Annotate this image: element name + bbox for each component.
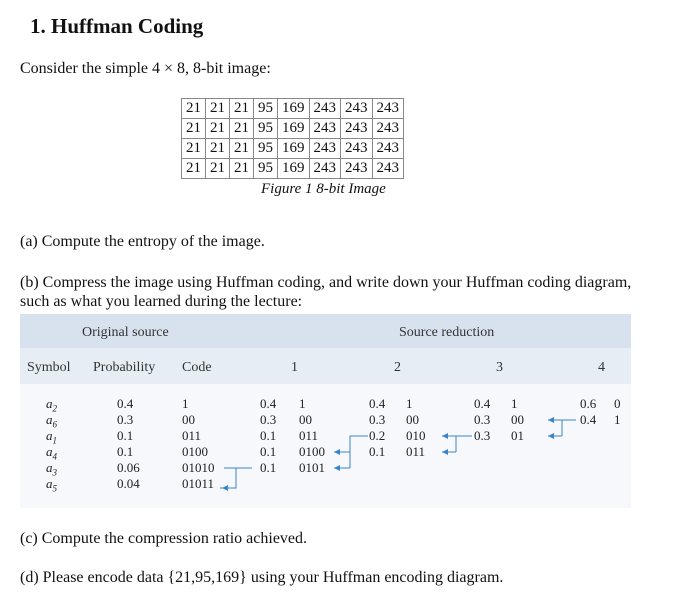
page-title: 1. Huffman Coding <box>30 14 204 38</box>
pixel-cell: 95 <box>254 139 278 159</box>
symbol-letter: a <box>46 444 53 459</box>
stage-4-header: 4 <box>598 360 605 375</box>
figure-caption: Figure 1 8-bit Image <box>261 181 386 197</box>
stage1-code: 011 <box>299 428 319 443</box>
question-a: (a) Compute the entropy of the image. <box>20 233 265 250</box>
arrowhead-4 <box>442 449 448 455</box>
stage2-probability: 0.3 <box>369 412 386 427</box>
header-original-source: Original source <box>82 325 169 340</box>
pixel-cell: 243 <box>309 139 341 159</box>
pixel-cell: 21 <box>182 139 206 159</box>
arrowhead-1 <box>222 485 228 491</box>
pixel-cell: 21 <box>182 159 206 179</box>
question-b: (b) Compress the image using Huffman coding, and write down your Huffman coding diagram, such as what you learned during the lecture: <box>20 274 632 310</box>
symbol-subscript: 3 <box>52 467 57 478</box>
symbol-letter: a <box>46 460 53 475</box>
stage-1-header: 1 <box>291 360 298 375</box>
arrow-s2-to-s3-line <box>456 436 472 452</box>
pixel-cell: 243 <box>341 139 373 159</box>
symbol-subscript: 4 <box>52 451 57 462</box>
code-cell: 1 <box>182 396 189 411</box>
stage1-code: 0101 <box>299 460 325 475</box>
probability-cell: 0.1 <box>117 444 134 459</box>
stage3-probability: 0.3 <box>474 412 491 427</box>
stage2-code: 1 <box>406 396 413 411</box>
stage1-code: 0100 <box>299 444 325 459</box>
pixel-cell: 243 <box>341 119 373 139</box>
probability-cell: 0.04 <box>117 476 140 491</box>
image-row <box>182 99 404 119</box>
stage-3-header: 3 <box>496 360 503 375</box>
symbol-subscript: 2 <box>52 403 57 414</box>
pixel-cell: 243 <box>309 99 341 119</box>
probability-cell: 0.3 <box>117 412 134 427</box>
symbol-subscript: 6 <box>52 419 57 430</box>
code-cell: 011 <box>182 428 202 443</box>
huffman-diagram <box>20 314 631 508</box>
stage2-probability: 0.1 <box>369 444 386 459</box>
arrow-s3-to-s4-line <box>562 420 576 436</box>
col-probability: Probability <box>93 360 156 375</box>
stage1-probability: 0.1 <box>260 444 277 459</box>
pixel-cell: 21 <box>206 159 230 179</box>
arrowhead-6 <box>548 433 554 439</box>
stage4-code: 1 <box>614 412 621 427</box>
pixel-cell: 243 <box>372 119 404 139</box>
probability-cell: 0.06 <box>117 460 140 475</box>
pixel-cell: 21 <box>182 99 206 119</box>
pixel-cell: 21 <box>230 99 254 119</box>
stage1-code: 00 <box>299 412 312 427</box>
symbol-letter: a <box>46 476 53 491</box>
pixel-cell: 21 <box>230 159 254 179</box>
col-symbol: Symbol <box>27 360 71 375</box>
stage2-probability: 0.2 <box>369 428 386 443</box>
stage1-probability: 0.3 <box>260 412 277 427</box>
stage4-probability: 0.6 <box>580 396 597 411</box>
pixel-cell: 95 <box>254 159 278 179</box>
pixel-cell: 21 <box>230 139 254 159</box>
stage-2-header: 2 <box>394 360 401 375</box>
pixel-cell: 95 <box>254 99 278 119</box>
pixel-cell: 243 <box>341 159 373 179</box>
stage3-probability: 0.3 <box>474 428 491 443</box>
stage2-code: 00 <box>406 412 419 427</box>
pixel-cell: 169 <box>278 119 310 139</box>
pixel-cell: 243 <box>372 99 404 119</box>
code-cell: 0100 <box>182 444 208 459</box>
image-row <box>182 119 404 139</box>
question-d: (d) Please encode data {21,95,169} using your Huffman encoding diagram. <box>20 569 504 586</box>
arrowhead-2 <box>334 449 340 455</box>
stage2-code: 011 <box>406 444 426 459</box>
col-code: Code <box>182 360 212 375</box>
stage2-code: 010 <box>406 428 426 443</box>
pixel-cell: 243 <box>341 99 373 119</box>
arrowhead-5 <box>442 433 448 439</box>
pixel-cell: 169 <box>278 139 310 159</box>
stage3-code: 1 <box>511 396 518 411</box>
pixel-cell: 21 <box>206 139 230 159</box>
pixel-cell: 169 <box>278 99 310 119</box>
stage4-code: 0 <box>614 396 621 411</box>
stage4-probability: 0.4 <box>580 412 597 427</box>
stage3-code: 00 <box>511 412 524 427</box>
arrowhead-3 <box>334 465 340 471</box>
pixel-cell: 21 <box>206 119 230 139</box>
stage1-probability: 0.1 <box>260 428 277 443</box>
pixel-cell: 95 <box>254 119 278 139</box>
pixel-cell: 243 <box>372 159 404 179</box>
probability-cell: 0.1 <box>117 428 134 443</box>
symbol-letter: a <box>46 396 53 411</box>
pixel-cell: 243 <box>372 139 404 159</box>
symbol-subscript: 1 <box>52 435 57 446</box>
stage2-probability: 0.4 <box>369 396 386 411</box>
pixel-cell: 21 <box>230 119 254 139</box>
reduction-arrows <box>20 314 631 508</box>
image-row <box>182 139 404 159</box>
arrow-s1-to-s2-line <box>350 436 368 468</box>
arrow-orig-to-s1-line <box>220 468 252 488</box>
symbol-letter: a <box>46 412 53 427</box>
header-source-reduction: Source reduction <box>399 325 495 340</box>
pixel-cell: 169 <box>278 159 310 179</box>
question-c: (c) Compute the compression ratio achieved. <box>20 530 308 547</box>
image-row <box>182 159 404 179</box>
symbol-subscript: 5 <box>52 483 57 494</box>
code-cell: 01011 <box>182 476 215 491</box>
code-cell: 01010 <box>182 460 215 475</box>
pixel-cell: 243 <box>309 119 341 139</box>
stage1-probability: 0.4 <box>260 396 277 411</box>
image-pixel-table <box>181 98 404 179</box>
intro-text: Consider the simple 4 × 8, 8-bit image: <box>20 60 271 77</box>
pixel-cell: 243 <box>309 159 341 179</box>
stage1-probability: 0.1 <box>260 460 277 475</box>
stage3-probability: 0.4 <box>474 396 491 411</box>
arrowhead-7 <box>548 417 554 423</box>
stage1-code: 1 <box>299 396 306 411</box>
pixel-cell: 21 <box>206 99 230 119</box>
stage3-code: 01 <box>511 428 524 443</box>
pixel-cell: 21 <box>182 119 206 139</box>
code-cell: 00 <box>182 412 195 427</box>
symbol-letter: a <box>46 428 53 443</box>
probability-cell: 0.4 <box>117 396 134 411</box>
